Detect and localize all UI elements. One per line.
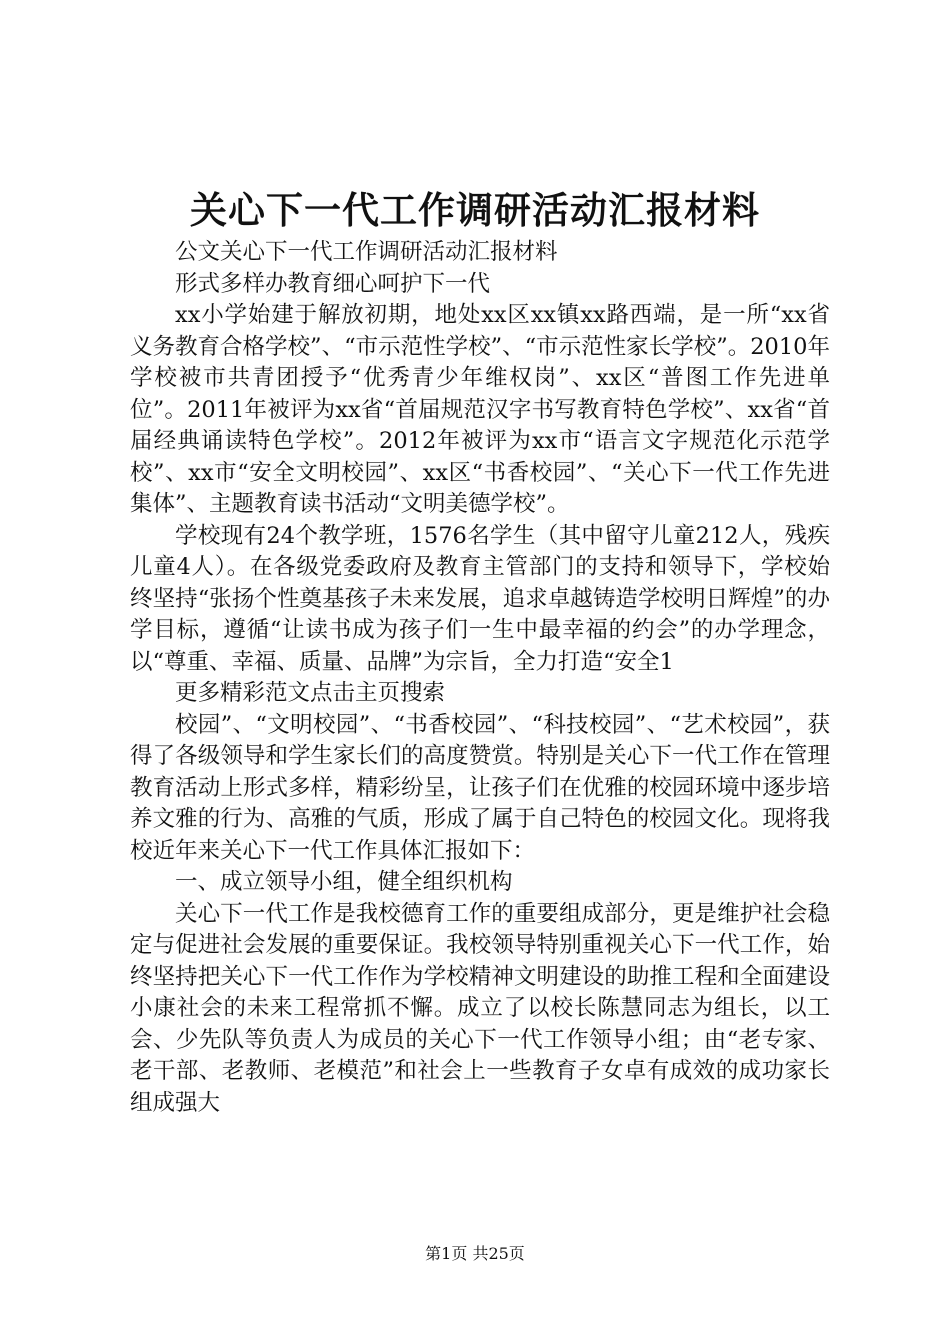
paragraph-subtitle: 形式多样办教育细心呵护下一代 [175,270,491,297]
page-indicator: 第1页 共25页 [425,1244,525,1263]
paragraph-leadership: 关心下一代工作是我校德育工作的重要组成部分，更是维护社会稳定与促进社会发展的重要保证。我校领导特别重视关心下一代工作，始终坚持把关心下一代工作作为学校精神文明建设的助推工程和全面建设小康社会的未来工程常抓不懈。成立了以校长陈慧同志为组长，以工会、少先队等负责人为成员的关心下一代工作领导小组；由“老专家、老干部、老教师、老模范”和社会上一些教育子女卓有成效的成功家长组成强大 [130,900,830,1116]
section-heading-1: 一、成立领导小组，健全组织机构 [175,869,513,895]
paragraph-school-status: 学校现有24个教学班，1576名学生（其中留守儿童212人，残疾儿童4人）。在各级党委政府及教育主管部门的支持和领导下，学校始终坚持“张扬个性奠基孩子未来发展，追求卓越铸造学校明日辉煌”的办学目标，遵循“让读书成为孩子们一生中最幸福的约会”的办学理念，以“尊重、幸福、质量、品牌”为宗旨，全力打造“安全1 [130,522,830,675]
paragraph-school-intro: xx小学始建于解放初期，地处xx区xx镇xx路西端，是一所“xx省义务教育合格学校”、“市示范性学校”、“市示范性家长学校”。2010年学校被市共青团授予“优秀青少年维权岗”、xx区“普图工作先进单位”。2011年被评为xx省“首届规范汉字书写教育特色学校”、xx省“首届经典诵读特色学校”。2012年被评为xx市“语言文字规范化示范学校”、xx市“安全文明校园”、xx区“书香校园”、“关心下一代工作先进集体”、主题教育读书活动“文明美德学校”。 [130,302,830,517]
paragraph-more-link: 更多精彩范文点击主页搜索 [175,680,446,706]
document-body [130,237,830,1119]
document-title: 关心下一代工作调研活动汇报材料 [190,188,760,232]
paragraph-campus-culture: 校园”、“文明校园”、“书香校园”、“科技校园”、“艺术校园”，获得了各级领导和学生家长们的高度赞赏。特别是关心下一代工作在管理教育活动上形式多样，精彩纷呈，让孩子们在优雅的校园环境中逐步培养文雅的行为、高雅的气质，形成了属于自己特色的校园文化。现将我校近年来关心下一代工作具体汇报如下： [130,711,830,864]
paragraph-source-title: 公文关心下一代工作调研活动汇报材料 [175,239,558,265]
